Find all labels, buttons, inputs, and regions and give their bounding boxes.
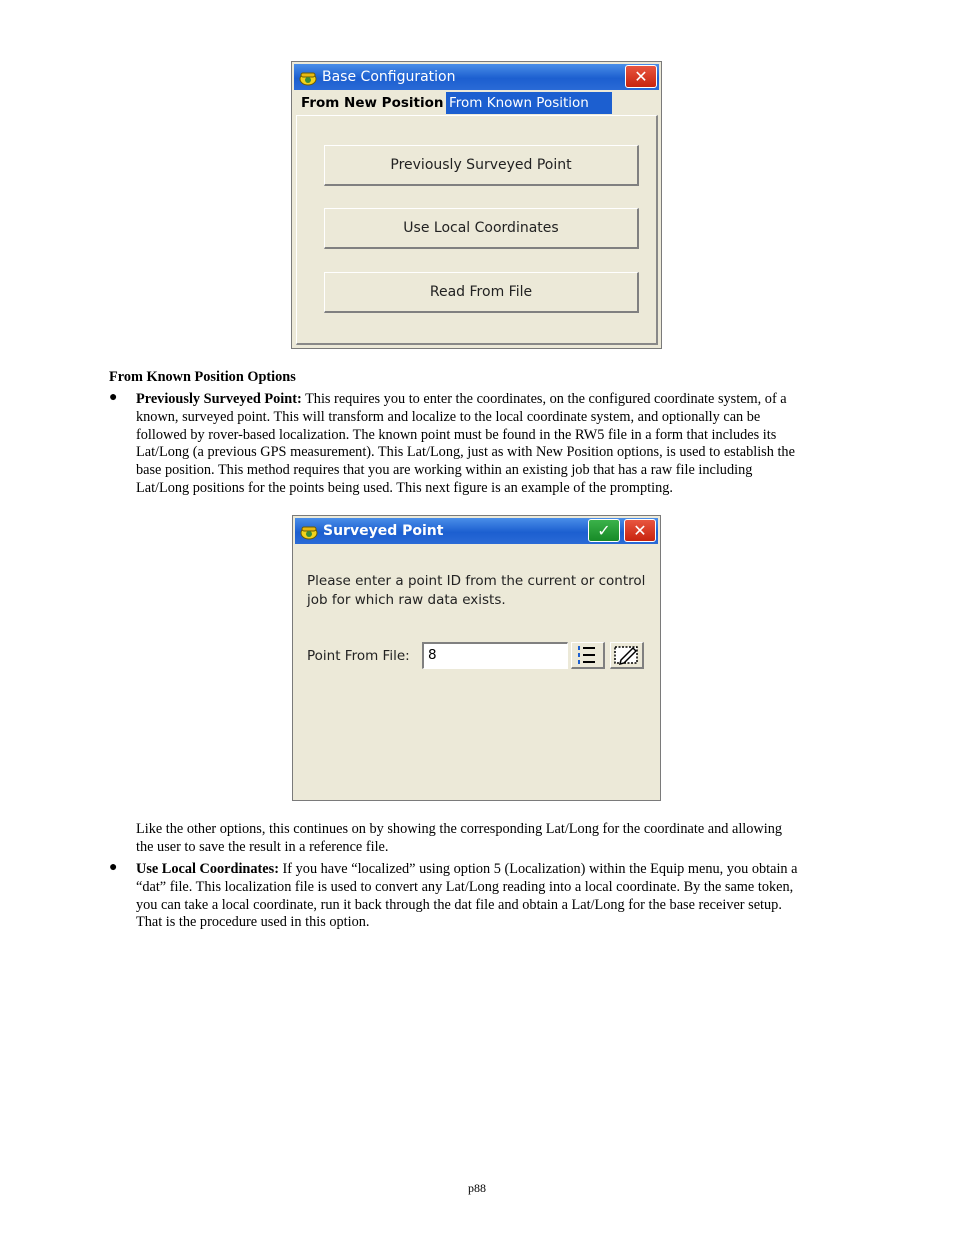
close-button[interactable] [625,65,657,88]
checkmark-icon: ✓ [597,521,611,540]
text-line: Lat/Long positions for the points being used. This next figure is an example of the prompting. [136,479,673,496]
item-label: Previously Surveyed Point: [136,391,302,407]
text-line: the user to save the result in a reference file. [136,838,389,855]
text-line [136,391,848,409]
surveyed-point-titlebar [295,518,658,544]
text-line: base position. This method requires that you are working within an existing job that has a raw file including [136,462,753,479]
page-number: p88 [468,1181,486,1195]
surveyor-helmet-icon [299,521,319,541]
text-line: Lat/Long (a previous GPS measurement). This Lat/Long, just as with New Position options, is used to establish the [136,444,795,461]
prompt-line: Please enter a point ID from the current or control [307,573,646,589]
tab-from-new-position[interactable]: From New Position [301,95,444,111]
close-button[interactable] [624,519,656,542]
map-select-button[interactable] [610,642,644,669]
bullet-marker: ● [109,860,118,875]
text-line: followed by rover-based localization. The known point must be found in the RW5 file in a form that includes its [136,426,777,443]
window-title: Base Configuration [322,69,456,85]
prompt-line: job for which raw data exists. [307,592,506,608]
point-from-file-label: Point From File: [307,648,410,664]
prompt-text [307,572,647,610]
paragraph-use-local-coordinates [136,861,848,932]
close-icon: ✕ [633,521,647,540]
point-list-button[interactable] [571,642,605,669]
text-line: “dat” file. This localization file is used to convert any Lat/Long reading into a local coordinate. By the same token, [136,878,794,895]
base-configuration-titlebar [294,64,659,90]
base-configuration-window [291,61,662,349]
text-line: known, surveyed point. This will transform and localize to the local coordinate system, and optionally can be [136,408,761,425]
point-from-file-input[interactable]: 8 [422,642,568,669]
text-line: Like the other options, this continues on by showing the corresponding Lat/Long for the coordinate and allowing [136,821,783,837]
read-from-file-button[interactable]: Read From File [324,272,639,313]
map-edit-icon [611,643,641,667]
text-line: That is the procedure used in this option. [136,914,370,931]
tab-panel [296,115,658,345]
tab-from-known-position[interactable]: From Known Position [446,92,612,114]
tab-strip [296,92,626,116]
use-local-coordinates-button[interactable]: Use Local Coordinates [324,208,639,249]
paragraph-previously-surveyed-point [136,391,848,498]
window-title: Surveyed Point [323,523,444,539]
previously-surveyed-point-button[interactable]: Previously Surveyed Point [324,145,639,186]
surveyed-point-window [292,515,661,801]
numbered-list-icon [572,643,602,667]
bullet-marker: ● [109,390,118,405]
paragraph-continuation [136,821,848,857]
ok-button[interactable] [588,519,620,542]
surveyor-helmet-icon [298,67,318,87]
text-line [136,861,848,879]
item-label: Use Local Coordinates: [136,861,279,877]
section-heading: From Known Position Options [109,369,296,385]
close-icon: ✕ [634,67,648,86]
text-span: If you have “localized” using option 5 (Localization) within the Equip menu, you obtain a [282,861,798,877]
text-line: you can take a local coordinate, run it back through the dat file and obtain a Lat/Long for the base receiver setup. [136,896,782,913]
text-span: This requires you to enter the coordinates, on the configured coordinate system, of a [305,391,787,407]
